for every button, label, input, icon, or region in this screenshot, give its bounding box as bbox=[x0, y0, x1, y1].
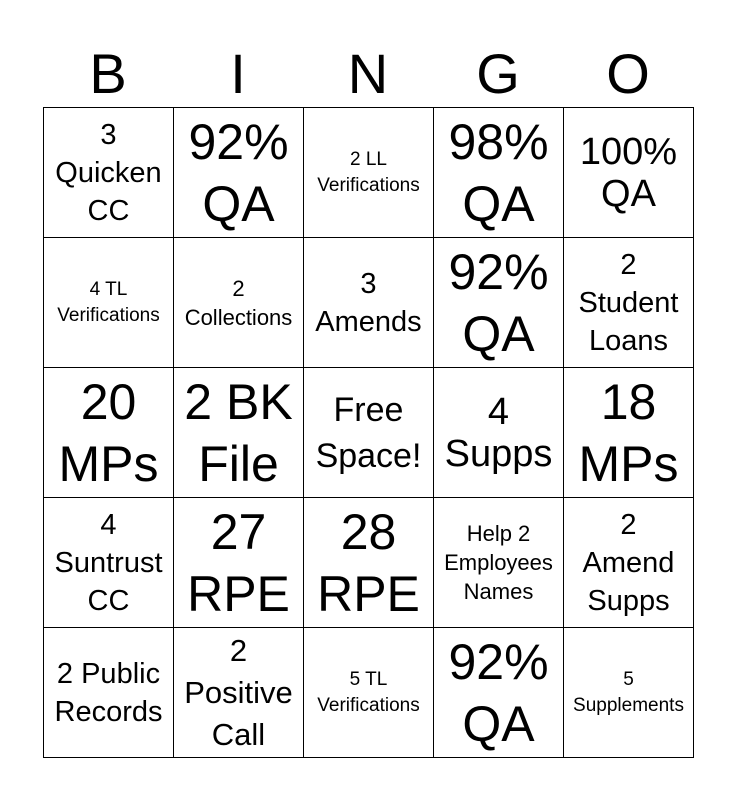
bingo-cell[interactable]: 5 TL Verifications bbox=[304, 628, 434, 758]
bingo-cell[interactable]: 100% QA bbox=[564, 108, 694, 238]
bingo-cell[interactable]: 2 Positive Call bbox=[174, 628, 304, 758]
bingo-cell[interactable]: 20 MPs bbox=[44, 368, 174, 498]
bingo-cell[interactable]: 92% QA bbox=[174, 108, 304, 238]
bingo-cell[interactable]: 5 Supplements bbox=[564, 628, 694, 758]
free-space-cell[interactable]: Free Space! bbox=[304, 368, 434, 498]
bingo-cell[interactable]: Help 2 Employees Names bbox=[434, 498, 564, 628]
bingo-cell[interactable]: 92% QA bbox=[434, 628, 564, 758]
bingo-cell[interactable]: 2 Collections bbox=[174, 238, 304, 368]
bingo-cell[interactable]: 3 Amends bbox=[304, 238, 434, 368]
bingo-cell[interactable]: 2 Student Loans bbox=[564, 238, 694, 368]
header-letter-b: B bbox=[89, 42, 127, 105]
bingo-cell[interactable]: 18 MPs bbox=[564, 368, 694, 498]
bingo-cell[interactable]: 92% QA bbox=[434, 238, 564, 368]
header-letter-g: G bbox=[476, 42, 520, 105]
bingo-cell[interactable]: 3 Quicken CC bbox=[44, 108, 174, 238]
header-letter-i: I bbox=[230, 42, 246, 105]
bingo-header bbox=[43, 44, 693, 104]
bingo-cell[interactable]: 2 LL Verifications bbox=[304, 108, 434, 238]
bingo-board bbox=[43, 107, 694, 758]
header-letter-o: O bbox=[606, 42, 650, 105]
bingo-cell[interactable]: 28 RPE bbox=[304, 498, 434, 628]
bingo-cell[interactable]: 27 RPE bbox=[174, 498, 304, 628]
bingo-cell[interactable]: 4 Supps bbox=[434, 368, 564, 498]
bingo-cell[interactable]: 4 TL Verifications bbox=[44, 238, 174, 368]
bingo-cell[interactable]: 2 Public Records bbox=[44, 628, 174, 758]
header-letter-n: N bbox=[347, 42, 389, 105]
bingo-cell[interactable]: 2 BK File bbox=[174, 368, 304, 498]
bingo-cell[interactable]: 4 Suntrust CC bbox=[44, 498, 174, 628]
bingo-cell[interactable]: 98% QA bbox=[434, 108, 564, 238]
bingo-cell[interactable]: 2 Amend Supps bbox=[564, 498, 694, 628]
